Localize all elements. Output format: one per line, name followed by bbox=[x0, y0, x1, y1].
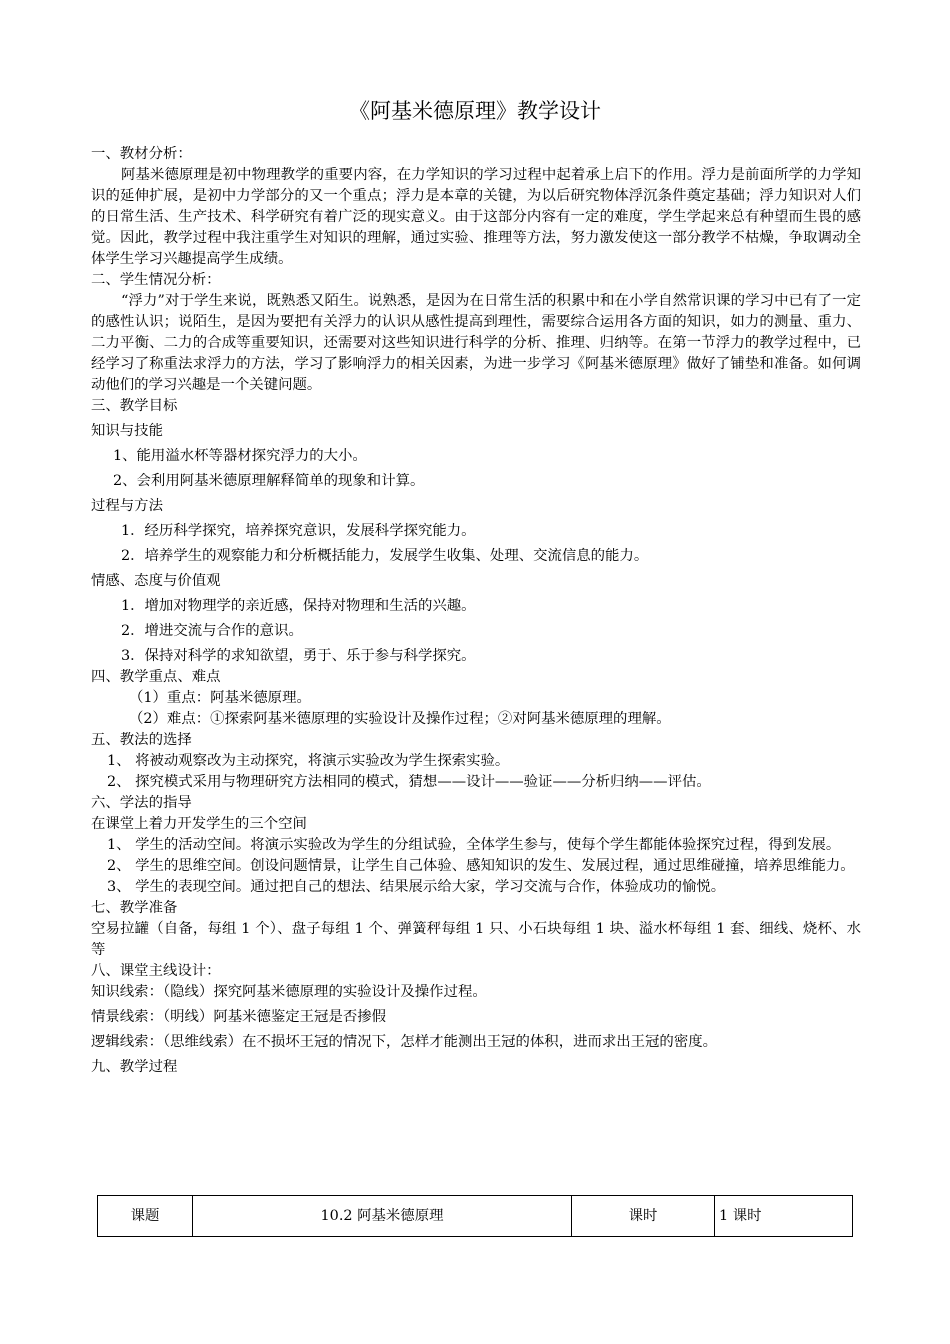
subheading-emotion: 情感、态度与价值观 bbox=[91, 573, 221, 589]
section-heading-9: 九、教学过程 bbox=[91, 1059, 178, 1075]
section-intro-6: 在课堂上着力开发学生的三个空间 bbox=[91, 816, 307, 832]
table-cell-topic: 10.2 阿基米德原理 bbox=[193, 1196, 572, 1237]
list-item-text: 3、 学生的表现空间。通过把自己的想法、结果展示给大家，学习交流与合作，体验成功的愉悦。 bbox=[107, 879, 726, 895]
lesson-info-table bbox=[97, 1195, 853, 1237]
section-paragraph-7: 空易拉罐（自备，每组 1 个）、盘子每组 1 个、弹簧秤每组 1 只、小石块每组 1 块、溢水杯每组 1 套、细线、烧杯、水等 bbox=[91, 921, 861, 958]
list-item: 1、 将被动观察改为主动探究，将演示实验改为学生探索实验。 bbox=[107, 753, 510, 769]
section-heading-2: 二、学生情况分析： bbox=[91, 272, 221, 288]
section-heading-7: 七、教学准备 bbox=[91, 900, 178, 916]
list-item: 1、能用溢水杯等器材探究浮力的大小。 bbox=[113, 448, 367, 464]
section-heading-5: 五、教法的选择 bbox=[91, 732, 192, 748]
list-item: 知识线索：（隐线）探究阿基米德原理的实验设计及操作过程。 bbox=[91, 984, 487, 1000]
document-title: 《阿基米德原理》教学设计 bbox=[349, 99, 601, 123]
list-item-text: 2、 学生的思维空间。创设问题情景，让学生自己体验、感知知识的发生、发展过程，通过思维碰撞，培养思维能力。 bbox=[107, 858, 855, 874]
section-heading-6: 六、学法的指导 bbox=[91, 795, 192, 811]
table-row bbox=[98, 1196, 853, 1237]
list-item: 1．增加对物理学的亲近感，保持对物理和生活的兴趣。 bbox=[121, 598, 476, 614]
list-item: 情景线索：（明线）阿基米德鉴定王冠是否掺假 bbox=[91, 1009, 387, 1025]
section-paragraph-1: 阿基米德原理是初中物理教学的重要内容，在力学知识的学习过程中起着承上启下的作用。浮力是前面所学的力学知识的延伸扩展，是初中力学部分的又一个重点；浮力是本章的关键，为以后研究物体浮沉条件奠定基础；浮力知识对人们的日常生活、生产技术、科学研究有着广泛的现实意义。由于这部分内容有一定的难度，学生学起来总有种望而生畏的感觉。因此，教学过程中我注重学生对知识的理解，通过实验、推理等方法，努力激发使这一部分教学不枯燥，争取调动全体学生学习兴趣提高学生成绩。 bbox=[91, 167, 861, 267]
document-body bbox=[91, 144, 861, 1078]
list-item: 逻辑线索：（思维线索）在不损坏王冠的情况下，怎样才能测出王冠的体积，进而求出王冠的密度。 bbox=[91, 1034, 717, 1050]
list-item: （1）重点：阿基米德原理。 bbox=[129, 690, 311, 706]
section-heading-8: 八、课堂主线设计： bbox=[91, 963, 221, 979]
list-item: 3．保持对科学的求知欲望，勇于、乐于参与科学探究。 bbox=[121, 648, 476, 664]
subheading-process: 过程与方法 bbox=[91, 498, 163, 514]
list-item: 2、 探究模式采用与物理研究方法相同的模式，猜想——设计——验证——分析归纳——评估。 bbox=[107, 774, 711, 790]
list-item bbox=[91, 877, 861, 898]
table-cell-label-hours: 课时 bbox=[572, 1196, 715, 1237]
section-heading-4: 四、教学重点、难点 bbox=[91, 669, 221, 685]
section-heading-1: 一、教材分析： bbox=[91, 146, 192, 162]
list-item: 2、会利用阿基米德原理解释简单的现象和计算。 bbox=[113, 473, 425, 489]
list-item: 2．增进交流与合作的意识。 bbox=[121, 623, 303, 639]
list-item bbox=[91, 835, 861, 856]
table-cell-hours: 1 课时 bbox=[715, 1196, 853, 1237]
section-heading-3: 三、教学目标 bbox=[91, 398, 178, 414]
list-item: （2）难点：①探索阿基米德原理的实验设计及操作过程；②对阿基米德原理的理解。 bbox=[129, 711, 671, 727]
list-item-text: 1、 学生的活动空间。将演示实验改为学生的分组试验，全体学生参与，使每个学生都能体验探究过程，得到发展。 bbox=[107, 837, 841, 853]
table-cell-label-topic: 课题 bbox=[98, 1196, 193, 1237]
list-item bbox=[91, 856, 861, 877]
subheading-knowledge: 知识与技能 bbox=[91, 423, 163, 439]
list-item: 2．培养学生的观察能力和分析概括能力，发展学生收集、处理、交流信息的能力。 bbox=[121, 548, 649, 564]
list-item: 1．经历科学探究，培养探究意识，发展科学探究能力。 bbox=[121, 523, 476, 539]
section-paragraph-2: “浮力”对于学生来说，既熟悉又陌生。说熟悉，是因为在日常生活的积累中和在小学自然常识课的学习中已有了一定的感性认识；说陌生，是因为要把有关浮力的认识从感性提高到理性，需要综合运用各方面的知识，如力的测量、重力、二力平衡、二力的合成等重要知识，还需要对这些知识进行科学的分析、推理、归纳等。在第一节浮力的教学过程中，已经学习了称重法求浮力的方法，学习了影响浮力的相关因素，为进一步学习《阿基米德原理》做好了铺垫和准备。如何调动他们的学习兴趣是一个关键问题。 bbox=[91, 293, 861, 393]
